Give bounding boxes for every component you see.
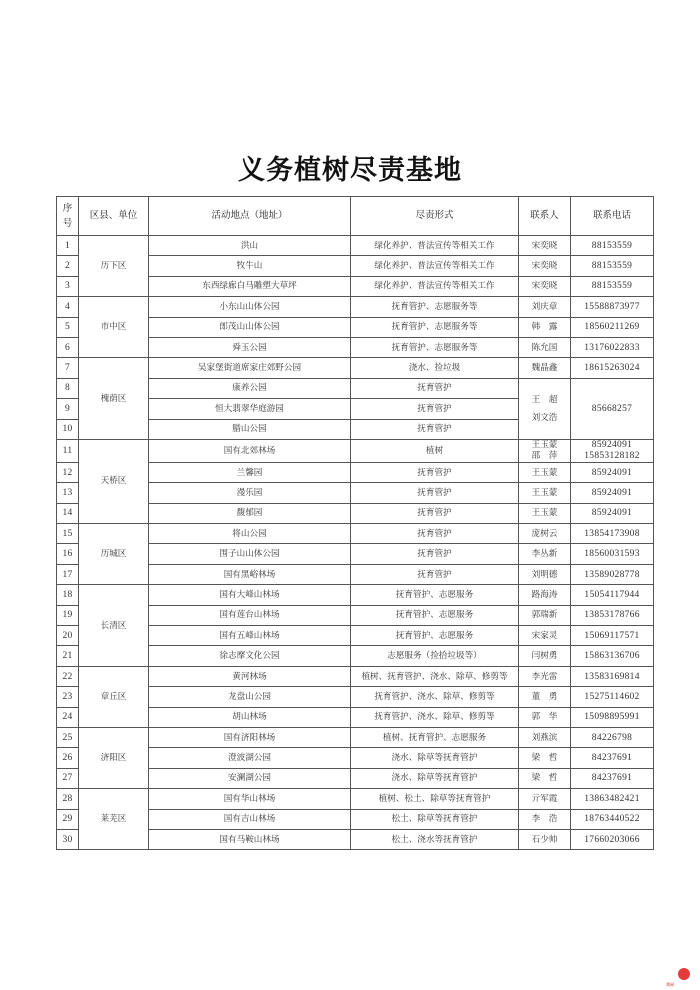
cell-form: 抚育管护、志愿服务等 [351, 317, 519, 337]
cell-form: 浇水、除草等抚育管护 [351, 748, 519, 768]
cell-seq: 16 [57, 544, 79, 564]
cell-district: 历城区 [79, 524, 149, 585]
cell-form: 绿化养护、普法宣传等相关工作 [351, 276, 519, 296]
cell-phone: 15588873977 [571, 297, 654, 317]
cell-form: 抚育管护、志愿服务 [351, 605, 519, 625]
cell-seq: 15 [57, 524, 79, 544]
page-title: 义务植树尽责基地 [238, 155, 462, 186]
cell-form: 松土、除草等抚育管护 [351, 809, 519, 829]
cell-form: 志愿服务（捡拾垃圾等） [351, 646, 519, 666]
cell-phone: 15275114602 [571, 687, 654, 707]
cell-seq: 8 [57, 378, 79, 398]
cell-seq: 27 [57, 768, 79, 788]
cell-form: 抚育管护、浇水、除草、修剪等 [351, 687, 519, 707]
cell-seq: 25 [57, 727, 79, 747]
cell-form: 松土、浇水等抚育管护 [351, 829, 519, 849]
cell-contact: 宋家灵 [519, 626, 571, 646]
table-row [57, 585, 654, 605]
cell-seq: 28 [57, 789, 79, 809]
cell-phone [571, 439, 654, 462]
cell-contact: 王玉蒙 [519, 503, 571, 523]
cell-seq: 29 [57, 809, 79, 829]
cell-form: 抚育管护、志愿服务等 [351, 297, 519, 317]
cell-seq: 13 [57, 483, 79, 503]
cell-contact: 郭 华 [519, 707, 571, 727]
planting-bases-table [56, 196, 654, 850]
cell-phone: 18763440522 [571, 809, 654, 829]
cell-seq: 11 [57, 439, 79, 462]
cell-form: 浇水、除草等抚育管护 [351, 768, 519, 788]
cell-form: 抚育管护 [351, 503, 519, 523]
cell-location: 郎茂山山体公园 [149, 317, 351, 337]
cell-contact: 宋奕晓 [519, 276, 571, 296]
cell-form: 植树、抚育管护、志愿服务 [351, 727, 519, 747]
cell-district: 章丘区 [79, 666, 149, 727]
cell-district: 长清区 [79, 585, 149, 667]
cell-form: 抚育管护、志愿服务 [351, 626, 519, 646]
cell-form: 抚育管护 [351, 524, 519, 544]
cell-phone: 18615263024 [571, 358, 654, 378]
table-row [57, 727, 654, 747]
cell-seq: 14 [57, 503, 79, 523]
cell-form: 抚育管护、浇水、除草、修剪等 [351, 707, 519, 727]
table-row [57, 236, 654, 256]
contact-name: 王 超 [531, 394, 558, 405]
cell-seq: 20 [57, 626, 79, 646]
cell-contact: 庞树云 [519, 524, 571, 544]
header-phone: 联系电话 [571, 197, 654, 236]
cell-contact: 王玉蒙 [519, 462, 571, 482]
cell-contact [519, 378, 571, 439]
cell-phone: 15863136706 [571, 646, 654, 666]
cell-phone: 13589028778 [571, 564, 654, 584]
cell-form: 浇水、捡垃圾 [351, 358, 519, 378]
cell-location: 漫乐园 [149, 483, 351, 503]
cell-phone: 13863482421 [571, 789, 654, 809]
cell-phone: 85924091 [571, 483, 654, 503]
cell-location: 馥郁园 [149, 503, 351, 523]
cell-phone: 88153559 [571, 256, 654, 276]
cell-location: 国有济阳林场 [149, 727, 351, 747]
cell-phone: 15098895991 [571, 707, 654, 727]
cell-location: 国有北郊林场 [149, 439, 351, 462]
cell-location: 国有五峰山林场 [149, 626, 351, 646]
cell-contact: 王玉蒙 [519, 483, 571, 503]
cell-location: 恒大翡翠华庭游园 [149, 399, 351, 419]
cell-phone: 15069117571 [571, 626, 654, 646]
cell-contact: 梁 哲 [519, 768, 571, 788]
cell-phone: 13853178766 [571, 605, 654, 625]
cell-form: 抚育管护 [351, 462, 519, 482]
cell-location: 国有吉山林场 [149, 809, 351, 829]
contact-name: 王玉蒙 [531, 439, 558, 450]
cell-location: 国有大峰山林场 [149, 585, 351, 605]
cell-location: 将山公园 [149, 524, 351, 544]
cell-contact: 李 浩 [519, 809, 571, 829]
cell-seq: 19 [57, 605, 79, 625]
header-form: 尽责形式 [351, 197, 519, 236]
cell-phone: 88153559 [571, 236, 654, 256]
cell-form: 抚育管护 [351, 544, 519, 564]
phone-number: 15853128182 [584, 450, 640, 461]
cell-form: 抚育管护 [351, 399, 519, 419]
cell-phone: 84226798 [571, 727, 654, 747]
cell-seq: 6 [57, 337, 79, 357]
cell-contact [519, 439, 571, 462]
cell-phone: 13583169814 [571, 666, 654, 686]
cell-contact: 李丛新 [519, 544, 571, 564]
phone-number: 85924091 [591, 439, 633, 450]
cell-district: 济阳区 [79, 727, 149, 788]
cell-contact: 韩 露 [519, 317, 571, 337]
table-row [57, 439, 654, 462]
cell-seq: 3 [57, 276, 79, 296]
cell-location: 舜玉公园 [149, 337, 351, 357]
cell-form: 抚育管护、志愿服务 [351, 585, 519, 605]
cell-phone: 85668257 [571, 378, 654, 439]
cell-contact: 宋奕晓 [519, 236, 571, 256]
cell-contact: 闫树勇 [519, 646, 571, 666]
cell-phone: 84237691 [571, 748, 654, 768]
header-contact: 联系人 [519, 197, 571, 236]
cell-location: 龙盘山公园 [149, 687, 351, 707]
table-row [57, 666, 654, 686]
cell-form: 抚育管护 [351, 419, 519, 439]
header-district: 区县、单位 [79, 197, 149, 236]
cell-seq: 2 [57, 256, 79, 276]
cell-contact: 路海涛 [519, 585, 571, 605]
cell-seq: 21 [57, 646, 79, 666]
watermark-text: 舜网 [666, 982, 674, 987]
cell-seq: 12 [57, 462, 79, 482]
cell-contact: 刘庆章 [519, 297, 571, 317]
cell-seq: 17 [57, 564, 79, 584]
cell-contact: 李光雷 [519, 666, 571, 686]
cell-seq: 23 [57, 687, 79, 707]
cell-phone: 85924091 [571, 503, 654, 523]
cell-contact: 梁 哲 [519, 748, 571, 768]
cell-seq: 7 [57, 358, 79, 378]
contact-name: 邵 萍 [531, 450, 558, 461]
cell-contact: 亓军霞 [519, 789, 571, 809]
cell-form: 抚育管护 [351, 378, 519, 398]
header-location: 活动地点（地址） [149, 197, 351, 236]
cell-form: 绿化养护、普法宣传等相关工作 [351, 236, 519, 256]
cell-location: 吴家堡街道席家庄郊野公园 [149, 358, 351, 378]
cell-location: 澄波湖公园 [149, 748, 351, 768]
cell-form: 植树、抚育管护、浇水、除草、修剪等 [351, 666, 519, 686]
cell-location: 黄河林场 [149, 666, 351, 686]
cell-location: 围子山山体公园 [149, 544, 351, 564]
cell-phone: 84237691 [571, 768, 654, 788]
cell-location: 安澜湖公园 [149, 768, 351, 788]
cell-location: 国有马鞍山林场 [149, 829, 351, 849]
table-row [57, 789, 654, 809]
contact-name: 刘文浩 [531, 412, 558, 423]
cell-location: 小东山山体公园 [149, 297, 351, 317]
cell-district: 市中区 [79, 297, 149, 358]
cell-district: 莱芜区 [79, 789, 149, 850]
cell-contact: 刘明德 [519, 564, 571, 584]
cell-phone: 15054117944 [571, 585, 654, 605]
cell-district: 历下区 [79, 236, 149, 297]
cell-seq: 22 [57, 666, 79, 686]
cell-contact: 刘燕滨 [519, 727, 571, 747]
cell-location: 东西绿廊白马雕塑大草坪 [149, 276, 351, 296]
cell-seq: 30 [57, 829, 79, 849]
cell-location: 康养公园 [149, 378, 351, 398]
cell-form: 抚育管护 [351, 483, 519, 503]
cell-contact: 宋奕晓 [519, 256, 571, 276]
cell-contact: 石少帅 [519, 829, 571, 849]
cell-phone: 18560031593 [571, 544, 654, 564]
cell-phone: 13854173908 [571, 524, 654, 544]
cell-seq: 18 [57, 585, 79, 605]
cell-seq: 10 [57, 419, 79, 439]
table-row [57, 358, 654, 378]
cell-district: 槐荫区 [79, 358, 149, 440]
cell-location: 国有华山林场 [149, 789, 351, 809]
cell-seq: 1 [57, 236, 79, 256]
cell-seq: 5 [57, 317, 79, 337]
cell-phone: 85924091 [571, 462, 654, 482]
cell-seq: 9 [57, 399, 79, 419]
cell-seq: 4 [57, 297, 79, 317]
cell-location: 兰馨园 [149, 462, 351, 482]
cell-phone: 18560211269 [571, 317, 654, 337]
cell-location: 国有莲台山林场 [149, 605, 351, 625]
cell-seq: 24 [57, 707, 79, 727]
cell-location: 腊山公园 [149, 419, 351, 439]
watermark-logo-icon [678, 968, 690, 980]
cell-location: 徐志摩文化公园 [149, 646, 351, 666]
cell-location: 国有黑峪林场 [149, 564, 351, 584]
cell-phone: 17660203066 [571, 829, 654, 849]
cell-phone: 13176022833 [571, 337, 654, 357]
cell-contact: 郭瑞新 [519, 605, 571, 625]
cell-form: 植树 [351, 439, 519, 462]
cell-location: 洪山 [149, 236, 351, 256]
header-seq: 序号 [57, 197, 79, 236]
cell-seq: 26 [57, 748, 79, 768]
table-header-row [57, 197, 654, 236]
cell-location: 胡山林场 [149, 707, 351, 727]
cell-phone: 88153559 [571, 276, 654, 296]
cell-contact: 陈允国 [519, 337, 571, 357]
table-row [57, 297, 654, 317]
table-row [57, 524, 654, 544]
cell-district: 天桥区 [79, 439, 149, 523]
cell-contact: 董 勇 [519, 687, 571, 707]
cell-location: 牧牛山 [149, 256, 351, 276]
cell-form: 抚育管护、志愿服务等 [351, 337, 519, 357]
cell-form: 植树、松土、除草等抚育管护 [351, 789, 519, 809]
cell-form: 抚育管护 [351, 564, 519, 584]
cell-form: 绿化养护、普法宣传等相关工作 [351, 256, 519, 276]
cell-contact: 魏晶鑫 [519, 358, 571, 378]
